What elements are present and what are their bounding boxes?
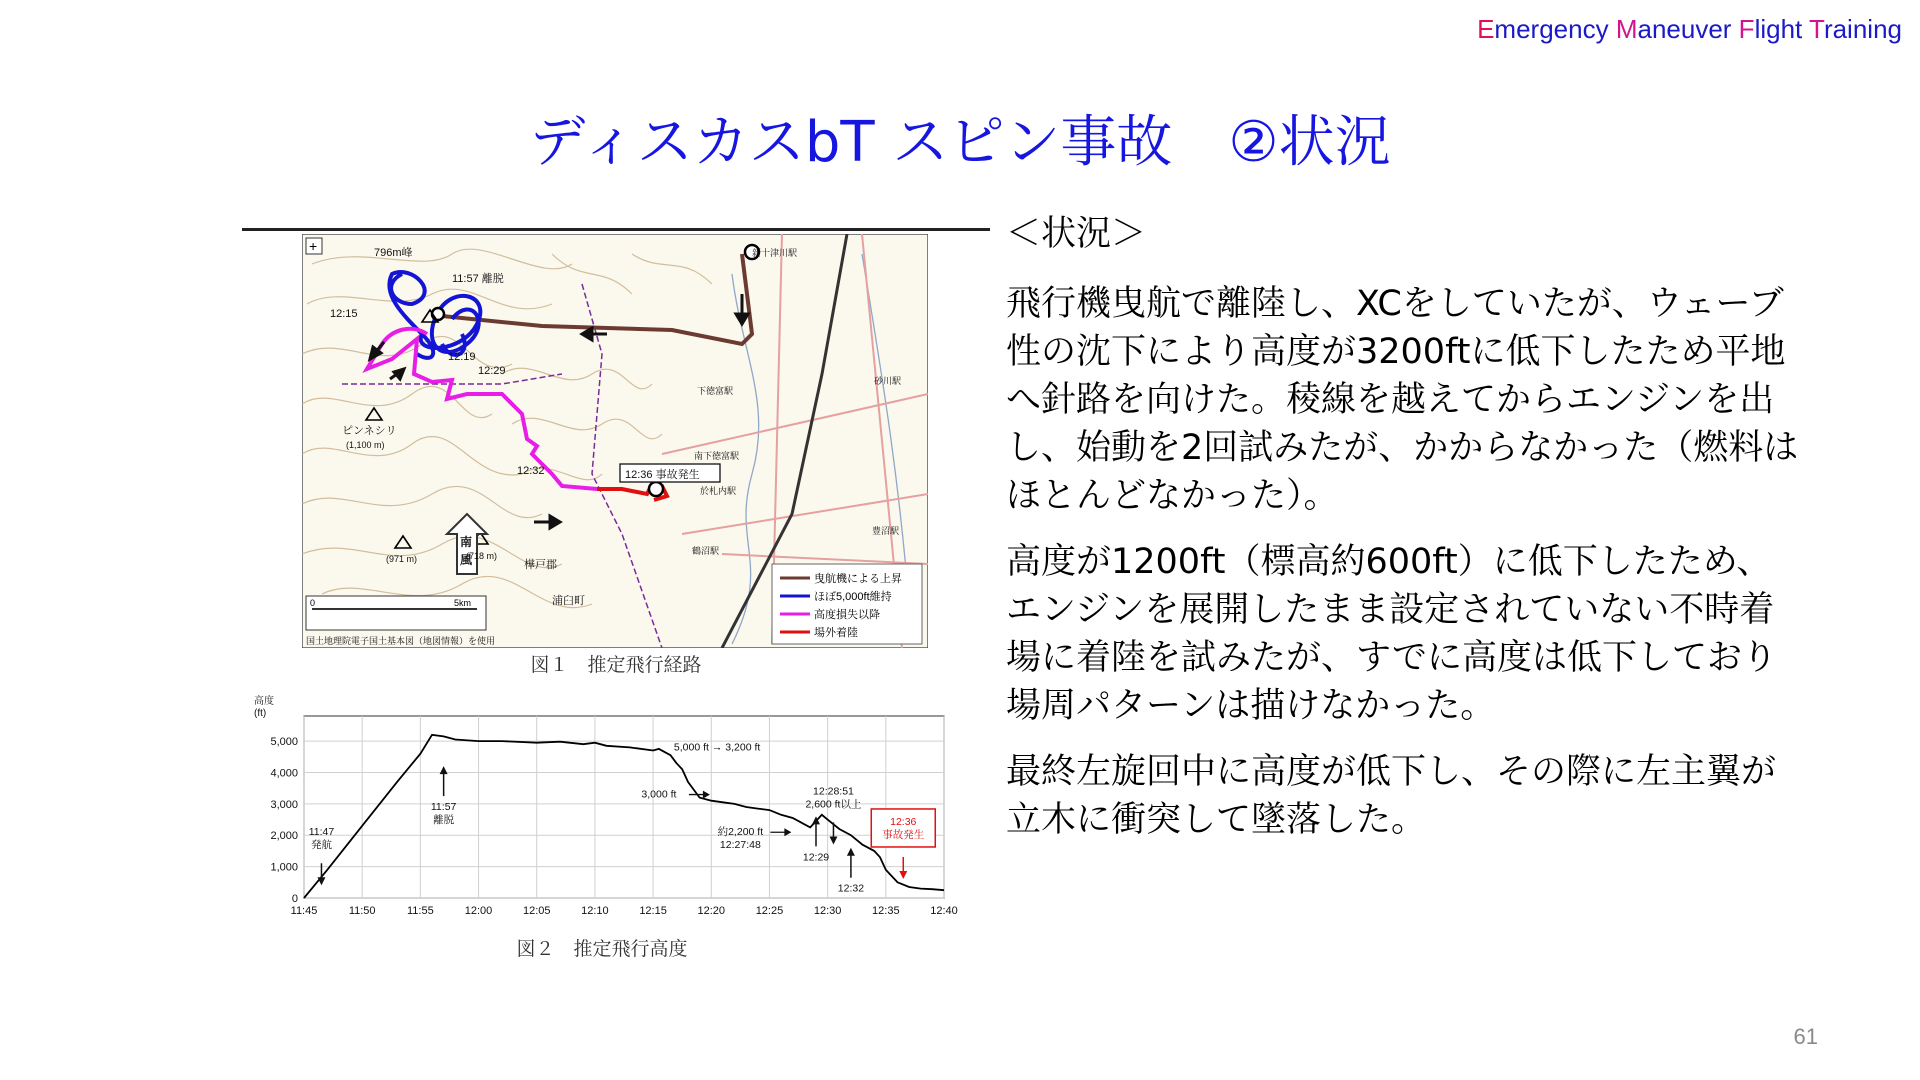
chart-annotation: 12:29 [802,851,830,864]
north-icon: + [309,238,318,254]
figure-area [242,228,990,961]
x-tick-label: 12:05 [522,905,551,917]
chart-annotation: 3,000 ft [641,788,677,801]
label-town1: 樺戸郡 [524,559,557,571]
chart-annotation: 約2,200 ft [717,826,764,839]
scale-zero: 0 [310,598,316,608]
brand-title [1477,14,1902,45]
label-1157: 11:57 離脱 [452,273,504,285]
page-number: 61 [1793,1024,1818,1049]
brand-segment: T [1809,14,1824,44]
y-tick-label: 0 [291,893,298,905]
legend-item-loss: 高度損失以降 [814,609,880,621]
x-tick-label: 12:25 [755,905,784,917]
chart-annotation: 12:27:48 [719,839,761,852]
legend-item-tow: 曳航機による上昇 [814,573,902,585]
legend-item-hold: ほぼ5,000ft維持 [814,591,892,603]
x-tick-label: 12:40 [930,905,958,917]
altitude-chart [242,694,962,944]
notes-paragraph-3: 最終左旋回中に高度が低下し、その際に左主翼が立木に衝突して墜落した。 [1006,752,1777,840]
accident-callout-label: 12:36 事故発生 [625,469,700,481]
legend-item-landing: 場外着陸 [814,627,858,639]
scale-km: 5km [454,598,472,608]
x-tick-label: 12:20 [697,905,726,917]
y-tick-label: 4,000 [270,767,298,780]
notes-paragraph-2: 高度が1200ft（標高約600ft）に低下したため、エンジンを展開したまま設定されていない不時着場に着陸を試みたが、すでに高度は低下しており場周パターンは描けなかった。 [1006,542,1778,726]
release-marker [432,308,444,320]
y-axis-label: (ft) [254,708,267,719]
label-1232: 12:32 [517,465,545,477]
x-tick-label: 12:00 [464,905,493,917]
label-station5: 鶴沼駅 [692,546,720,556]
figure2-caption: 図２ 推定飛行高度 [516,938,688,960]
x-tick-label: 12:15 [639,905,667,917]
chart-annotation: 5,000 ft → 3,200 ft [673,741,761,754]
situation-notes [1006,210,1806,862]
x-tick-label: 12:35 [872,905,900,917]
brand-segment: raining [1823,14,1902,44]
brand-segment: light [1754,14,1810,44]
notes-paragraph-1: 飛行機曳航で離陸し、XCをしていたが、ウェーブ性の沈下により高度が3200ftに低下したため平地へ針路を向けた。稜線を越えてからエンジンを出し、始動を2回試みたが、かからなかった（燃料はほとんどなかった）。 [1006,284,1799,516]
brand-segment: E [1477,14,1495,44]
label-pinneshiri: ピンネシリ [342,425,397,437]
brand-segment: F [1738,14,1755,44]
slide-title: ディスカスbT スピン事故 ②状況 [529,110,1391,175]
label-station1: 新十津川駅 [752,248,798,258]
y-tick-label: 5,000 [270,736,298,749]
chart-annotation: 11:47 [308,826,335,839]
x-tick-label: 11:55 [407,905,434,917]
x-tick-label: 12:30 [813,905,842,917]
label-station4: 於札内駅 [700,486,737,496]
label-wind: 南 [460,535,473,549]
y-tick-label: 2,000 [270,830,298,843]
label-peak: 796m峰 [374,247,413,259]
figure1-caption: 図１ 推定飛行経路 [530,654,702,676]
label-1219: 12:19 [448,351,476,363]
chart-annotation: 2,600 ft以上 [805,798,862,811]
label-1229: 12:29 [478,365,506,377]
brand-segment: aneuver [1637,14,1739,44]
chart-annotation: 12:28:51 [813,785,854,798]
chart-annotation: 離脱 [433,814,455,827]
label-station3: 南下徳富駅 [694,451,740,461]
y-axis-label: 高度 [254,696,274,707]
label-town2: 浦臼町 [552,595,585,607]
label-1215: 12:15 [330,308,358,320]
notes-heading: ＜状況＞ [1006,214,1147,254]
label-station6: 豊沼駅 [872,526,900,536]
map-credit: 国土地理院電子国土基本図（地図情報）を使用 [306,636,496,646]
chart-annotation: 発航 [310,839,332,852]
x-tick-label: 12:10 [581,905,609,917]
map-legend [772,564,922,644]
chart-annotation: 12:32 [837,882,865,895]
label-971m: (971 m) [386,554,418,564]
label-718m: (718 m) [466,551,498,561]
accident-marker [649,482,663,496]
y-tick-label: 1,000 [270,861,298,874]
chart-annotation: 12:36 [890,815,917,828]
label-station7: 砂川駅 [874,376,902,386]
label-pinneshiri-elev: (1,100 m) [346,440,385,450]
x-tick-label: 11:45 [290,905,318,917]
label-wind-2: 風 [460,553,473,567]
chart-annotation: 11:57 [430,801,457,814]
x-tick-label: 11:50 [348,905,376,917]
label-station2: 下徳富駅 [697,386,734,396]
chart-annotation: 事故発生 [882,828,925,841]
brand-segment: M [1615,14,1638,44]
route-map [302,234,928,648]
y-tick-label: 3,000 [270,798,298,811]
brand-segment: mergency [1494,14,1616,44]
